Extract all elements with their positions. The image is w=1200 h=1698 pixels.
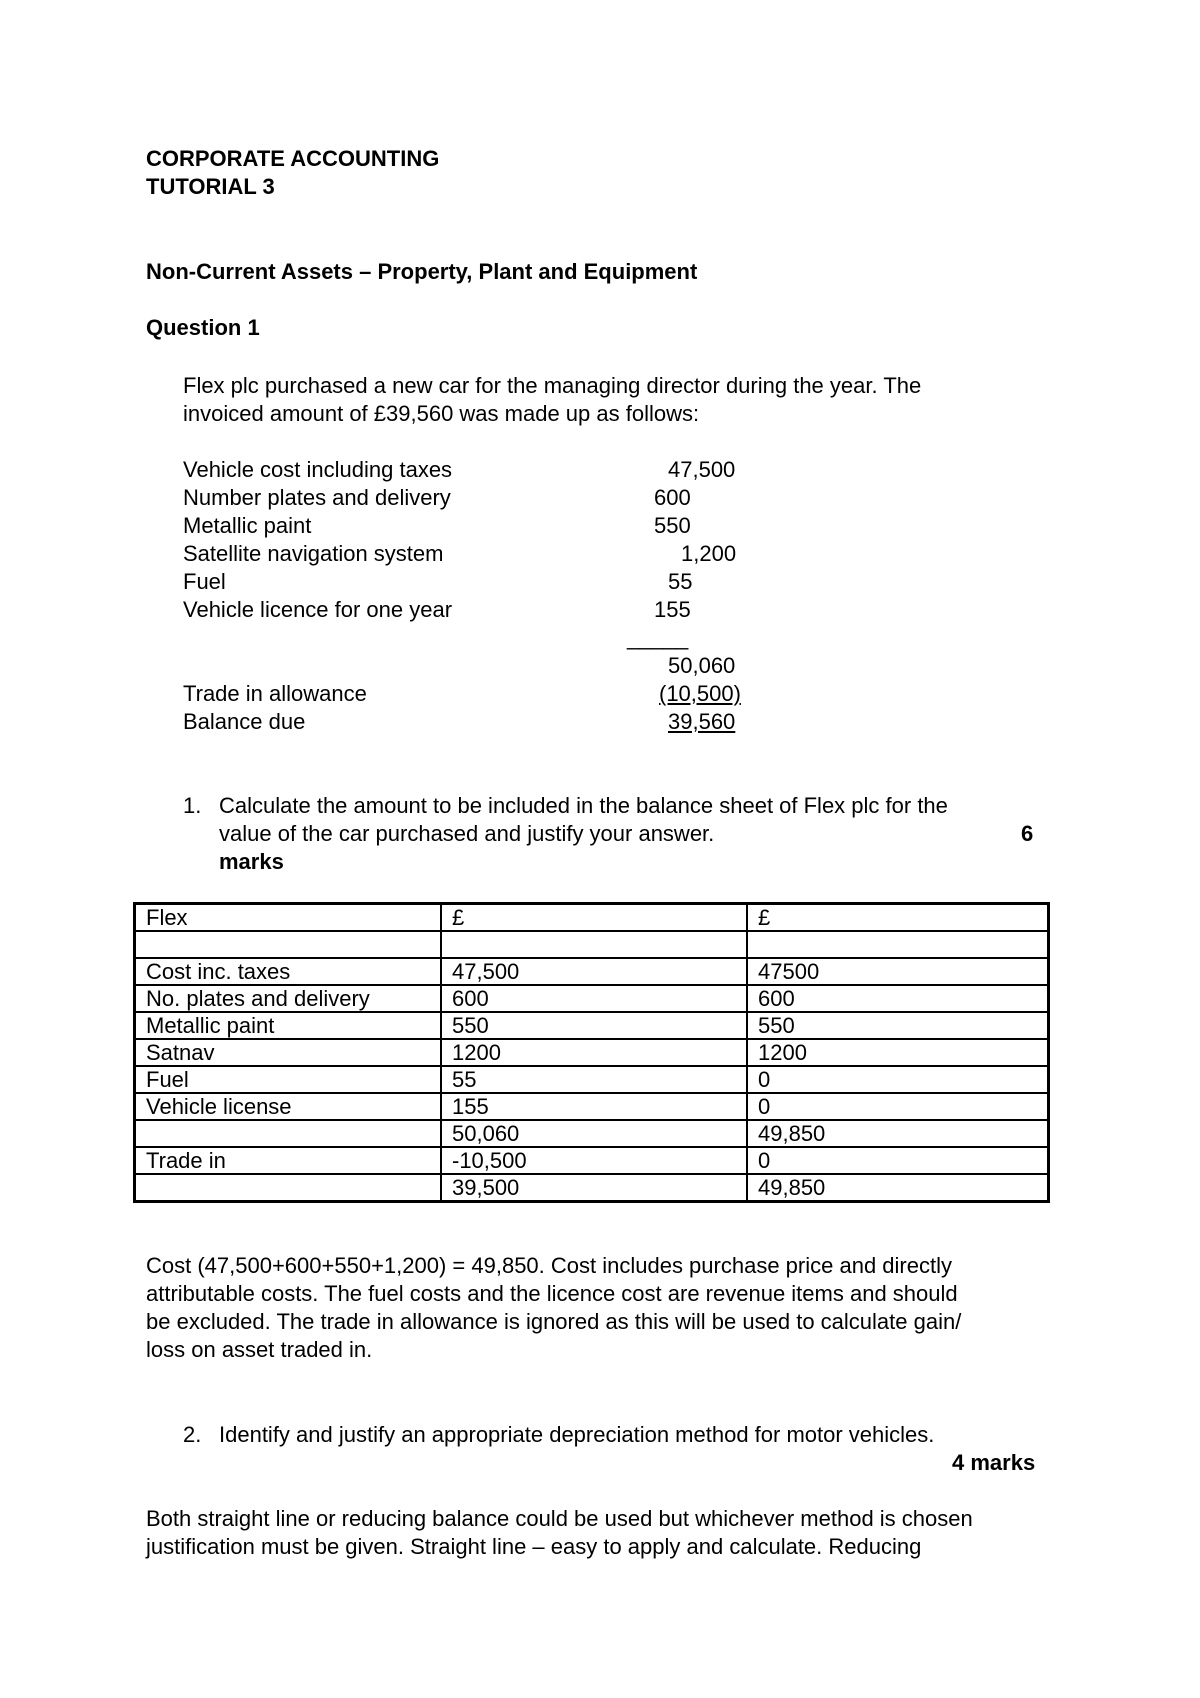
table-header-row <box>135 904 1049 932</box>
table-cell <box>135 931 442 958</box>
table-cell: Satnav <box>135 1039 442 1066</box>
table-cell: 49,850 <box>747 1120 1049 1147</box>
intro-line: invoiced amount of £39,560 was made up as follows: <box>183 401 700 426</box>
answer2-text: justification must be given. Straight line – easy to apply and calculate. Reducing <box>146 1534 922 1559</box>
invoice-item-label: Vehicle licence for one year <box>183 597 453 622</box>
table-cell: No. plates and delivery <box>135 985 442 1012</box>
table-row <box>135 1093 1049 1120</box>
trade-in-label: Trade in allowance <box>183 681 367 706</box>
q1-marks-label: marks <box>219 849 284 874</box>
table-cell: 600 <box>747 985 1049 1012</box>
invoice-item-label: Satellite navigation system <box>183 541 444 566</box>
balance-due-label: Balance due <box>183 709 306 734</box>
table-row <box>135 1147 1049 1174</box>
table-row <box>135 1039 1049 1066</box>
table-cell: 1200 <box>441 1039 747 1066</box>
table-cell: 550 <box>747 1012 1049 1039</box>
table-cell: 0 <box>747 1066 1049 1093</box>
table-cell: 1200 <box>747 1039 1049 1066</box>
table-cell: 47,500 <box>441 958 747 985</box>
table-cell: 0 <box>747 1147 1049 1174</box>
q1-marks: 6 <box>1021 821 1034 846</box>
q2-number: 2. <box>183 1422 202 1447</box>
invoice-item-amount: 47,500 <box>668 457 736 482</box>
invoice-subtotal: 50,060 <box>668 653 736 678</box>
table-header-cell: £ <box>747 904 1049 932</box>
invoice-item-amount: 155 <box>654 597 691 622</box>
table-row <box>135 1012 1049 1039</box>
subtotal-rule: _____ <box>627 625 689 650</box>
section-title: Non-Current Assets – Property, Plant and Equipment <box>146 259 698 284</box>
table-cell: Cost inc. taxes <box>135 958 442 985</box>
invoice-item-amount: 550 <box>654 513 691 538</box>
q1-number: 1. <box>183 793 202 818</box>
table-cell: Vehicle license <box>135 1093 442 1120</box>
table-row <box>135 931 1049 958</box>
table-row <box>135 985 1049 1012</box>
q2-marks: 4 marks <box>952 1450 1036 1475</box>
tutorial-number: TUTORIAL 3 <box>146 174 275 199</box>
table-cell: 600 <box>441 985 747 1012</box>
invoice-item-amount: 1,200 <box>681 541 737 566</box>
table-cell <box>135 1120 442 1147</box>
answer1-text: attributable costs. The fuel costs and the licence cost are revenue items and should <box>146 1281 958 1306</box>
table-cell: Metallic paint <box>135 1012 442 1039</box>
invoice-item-label: Vehicle cost including taxes <box>183 457 453 482</box>
table-row <box>135 958 1049 985</box>
table-cell: 50,060 <box>441 1120 747 1147</box>
invoice-item-label: Number plates and delivery <box>183 485 451 510</box>
table-cell: 155 <box>441 1093 747 1120</box>
invoice-item-label: Metallic paint <box>183 513 312 538</box>
table-cell: 49,850 <box>747 1174 1049 1202</box>
table-cell: Fuel <box>135 1066 442 1093</box>
q1-text: value of the car purchased and justify your answer. <box>219 821 715 846</box>
flex-cost-table <box>133 902 1050 1203</box>
table-cell: 550 <box>441 1012 747 1039</box>
course-title: CORPORATE ACCOUNTING <box>146 146 440 171</box>
balance-due-amount: 39,560 <box>668 709 736 734</box>
answer1-text: Cost (47,500+600+550+1,200) = 49,850. Cost includes purchase price and directly <box>146 1253 952 1278</box>
trade-in-amount: (10,500) <box>659 681 741 706</box>
invoice-item-amount: 55 <box>668 569 693 594</box>
table-cell: 0 <box>747 1093 1049 1120</box>
q1-text: Calculate the amount to be included in the balance sheet of Flex plc for the <box>219 793 948 818</box>
question-title: Question 1 <box>146 315 260 340</box>
table-cell: 47500 <box>747 958 1049 985</box>
q2-text: Identify and justify an appropriate depreciation method for motor vehicles. <box>219 1422 935 1447</box>
table-header-cell: Flex <box>135 904 442 932</box>
table-cell <box>747 931 1049 958</box>
table-header-cell: £ <box>441 904 747 932</box>
table-cell <box>135 1174 442 1202</box>
invoice-item-amount: 600 <box>654 485 691 510</box>
answer2-text: Both straight line or reducing balance could be used but whichever method is chosen <box>146 1506 973 1531</box>
answer1-text: be excluded. The trade in allowance is ignored as this will be used to calculate gain/ <box>146 1309 962 1334</box>
table-cell <box>441 931 747 958</box>
table-cell: -10,500 <box>441 1147 747 1174</box>
table-cell: 55 <box>441 1066 747 1093</box>
table-row <box>135 1066 1049 1093</box>
table-cell: 39,500 <box>441 1174 747 1202</box>
table-row <box>135 1120 1049 1147</box>
table-cell: Trade in <box>135 1147 442 1174</box>
table-row <box>135 1174 1049 1202</box>
answer1-text: loss on asset traded in. <box>146 1337 373 1362</box>
intro-line: Flex plc purchased a new car for the managing director during the year. The <box>183 373 922 398</box>
invoice-item-label: Fuel <box>183 569 226 594</box>
